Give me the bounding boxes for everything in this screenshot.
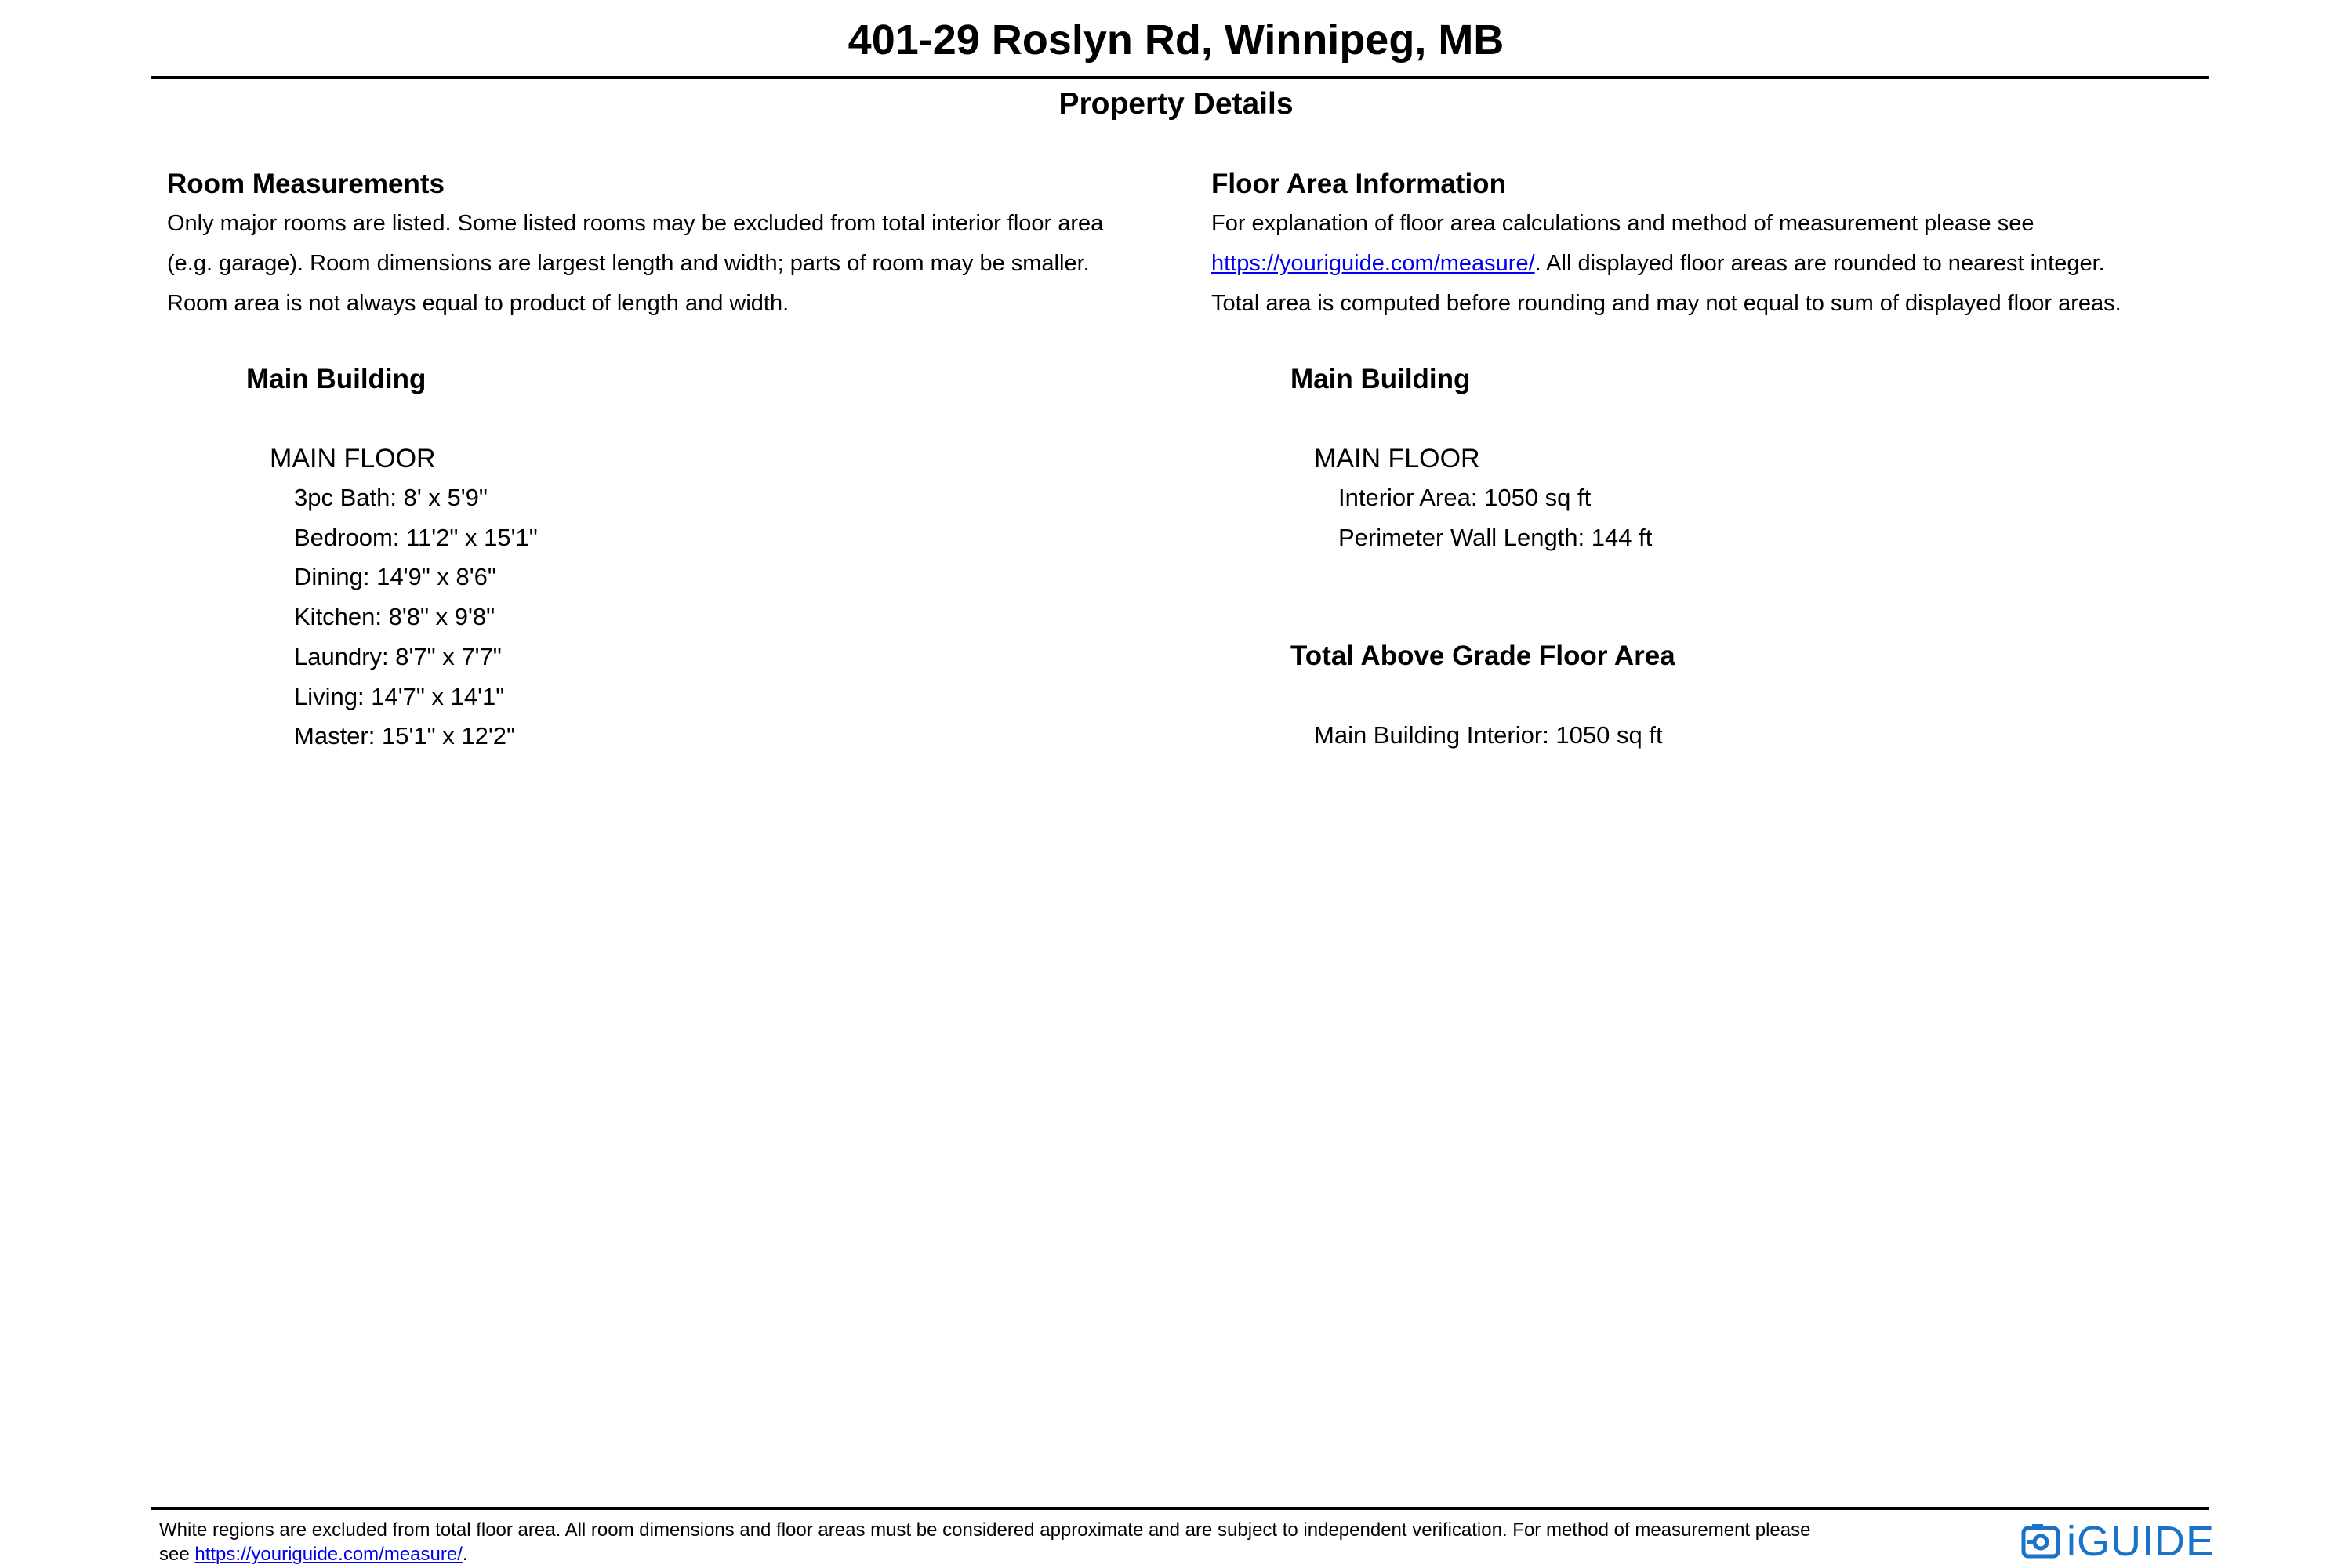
- interior-area-item: Interior Area: 1050 sq ft: [1338, 484, 1592, 511]
- floor-area-note: [1211, 204, 2230, 324]
- note-line: Total area is computed before rounding and may not equal to sum of displayed floor areas.: [1211, 291, 2122, 316]
- note-line-rest: . All displayed floor areas are rounded to nearest integer.: [1534, 251, 2105, 276]
- room-measurements-note: [167, 204, 1186, 324]
- building-heading: Main Building: [1290, 364, 1471, 394]
- footer-line: White regions are excluded from total floor area. All room dimensions and floor areas must be considered approximate and are subject to independent verification. For method of measurement please: [159, 1519, 1811, 1541]
- note-line: Only major rooms are listed. Some listed rooms may be excluded from total interior floor area: [167, 211, 1104, 236]
- total-above-grade-heading: Total Above Grade Floor Area: [1290, 641, 1675, 672]
- footer-line: [159, 1542, 1962, 1566]
- building-heading: Main Building: [246, 364, 426, 394]
- footer-suffix: .: [462, 1544, 468, 1565]
- iguide-camera-icon: [2021, 1523, 2062, 1560]
- floor-area-section: [1211, 165, 2230, 755]
- room-measurements-heading: Room Measurements: [167, 169, 445, 199]
- room-item-kitchen: Kitchen: 8'8" x 9'8": [294, 603, 495, 631]
- note-line: [1211, 244, 2230, 284]
- page-subtitle: Property Details: [1058, 87, 1294, 121]
- room-item-master: Master: 15'1" x 12'2": [294, 722, 515, 750]
- note-line: Room area is not always equal to product of length and width.: [167, 291, 789, 316]
- total-above-grade-list: [1314, 716, 2230, 755]
- header-rule: [151, 76, 2209, 79]
- iguide-logo: [2021, 1518, 2215, 1565]
- room-item-laundry: Laundry: 8'7" x 7'7": [294, 642, 502, 670]
- note-line: For explanation of floor area calculations and method of measurement please see: [1211, 211, 2034, 236]
- floor-area-list: [1338, 478, 2230, 557]
- main-building-interior-item: Main Building Interior: 1050 sq ft: [1314, 721, 1663, 750]
- room-item-living: Living: 14'7" x 14'1": [294, 682, 505, 710]
- perimeter-wall-item: Perimeter Wall Length: 144 ft: [1338, 523, 1653, 551]
- floor-heading: MAIN FLOOR: [270, 444, 436, 474]
- measure-link[interactable]: https://youriguide.com/measure/: [1211, 251, 1535, 276]
- note-line: (e.g. garage). Room dimensions are largest length and width; parts of room may be smaller.: [167, 251, 1090, 276]
- logo-text: iGUIDE: [2067, 1518, 2216, 1565]
- floor-heading: MAIN FLOOR: [1314, 444, 1480, 474]
- room-measurements-section: [167, 165, 1186, 757]
- footer-rule: [151, 1507, 2209, 1510]
- room-item-dining: Dining: 14'9" x 8'6": [294, 563, 496, 591]
- footer-prefix: see: [159, 1544, 195, 1565]
- page-title: 401-29 Roslyn Rd, Winnipeg, MB: [848, 16, 1504, 64]
- footer-measure-link[interactable]: https://youriguide.com/measure/: [194, 1544, 463, 1565]
- room-item-3pc-bath: 3pc Bath: 8' x 5'9": [294, 484, 488, 511]
- room-item-bedroom: Bedroom: 11'2" x 15'1": [294, 523, 538, 551]
- footer-disclaimer: [159, 1518, 1962, 1566]
- room-list: [294, 478, 1186, 757]
- floor-area-heading: Floor Area Information: [1211, 169, 1506, 199]
